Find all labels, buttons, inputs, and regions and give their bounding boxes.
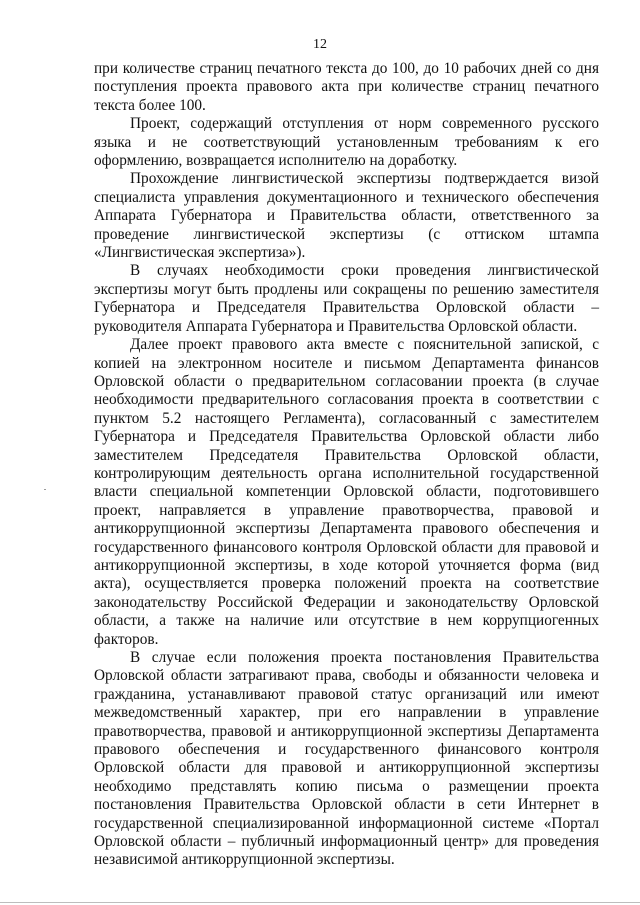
paragraph-expertise-terms: В случаях необходимости сроки проведения лингвистической экспертизы могут быть продлены или сокращены по решению заместителя Губернатора и Председателя Правительства Орловской области – руководителя Аппарата Губернатора и Правительства Орловской области.	[94, 262, 599, 335]
scan-speck	[44, 489, 46, 490]
paragraph-continuation: при количестве страниц печатного текста до 100, до 10 рабочих дней со дня поступления проекта правового акта при количестве страниц печатного текста более 100.	[94, 60, 599, 114]
page-number: 12	[313, 37, 327, 52]
paragraph-legal-expertise: Далее проект правового акта вместе с пояснительной запиской, с копией на электронном носителе и письмом Департамента финансов Орловской области о предварительном согласовании проекта (в случае необходимости предварительного согласования проекта в соответствии с пунктом 5.2 настоящего Регламента), согласованный с заместителем Губернатора и Председателя Правительства Орловской области либо заместителем Председателя Правительства Орловской области, контролирующим деятельность органа исполнительной государственной власти специальной компетенции Орловской области, подготовившего проект, направляется в управление правотворчества, правовой и антикоррупционной экспертизы Департамента правового обеспечения и государственного финансового контроля Орловской области для правовой и антикоррупционной экспертизы, в ходе которой уточняется форма (вид акта), осуществляется проверка положений проекта на соответствие законодательству Российской Федерации и законодательству Орловской области, а также на наличие или отсутствие в нем коррупциогенных факторов.	[94, 336, 599, 648]
page-bottom-edge	[0, 902, 640, 903]
document-body	[94, 60, 599, 870]
paragraph-independent-expertise: В случае если положения проекта постановления Правительства Орловской области затрагивают права, свободы и обязанности человека и гражданина, устанавливают правовой статус организаций или имеют межведомственный характер, при его направлении в управление правотворчества, правовой и антикоррупционной экспертизы Департамента правового обеспечения и государственного финансового контроля Орловской области для правовой и антикоррупционной экспертизы необходимо представлять копию письма о размещении проекта постановления Правительства Орловской области в сети Интернет в государственной специализированной информационной системе «Портал Орловской области – публичный информационный центр» для проведения независимой антикоррупционной экспертизы.	[94, 649, 599, 869]
paragraph-linguistic-visa: Прохождение лингвистической экспертизы подтверждается визой специалиста управления документационного и технического обеспечения Аппарата Губернатора и Правительства области, ответственного за проведение лингвистической экспертизы (с оттиском штампа «Лингвистическая экспертиза»).	[94, 170, 599, 262]
paragraph-language-norms: Проект, содержащий отступления от норм современного русского языка и не соответствующий установленным требованиям к его оформлению, возвращается исполнителю на доработку.	[94, 115, 599, 170]
